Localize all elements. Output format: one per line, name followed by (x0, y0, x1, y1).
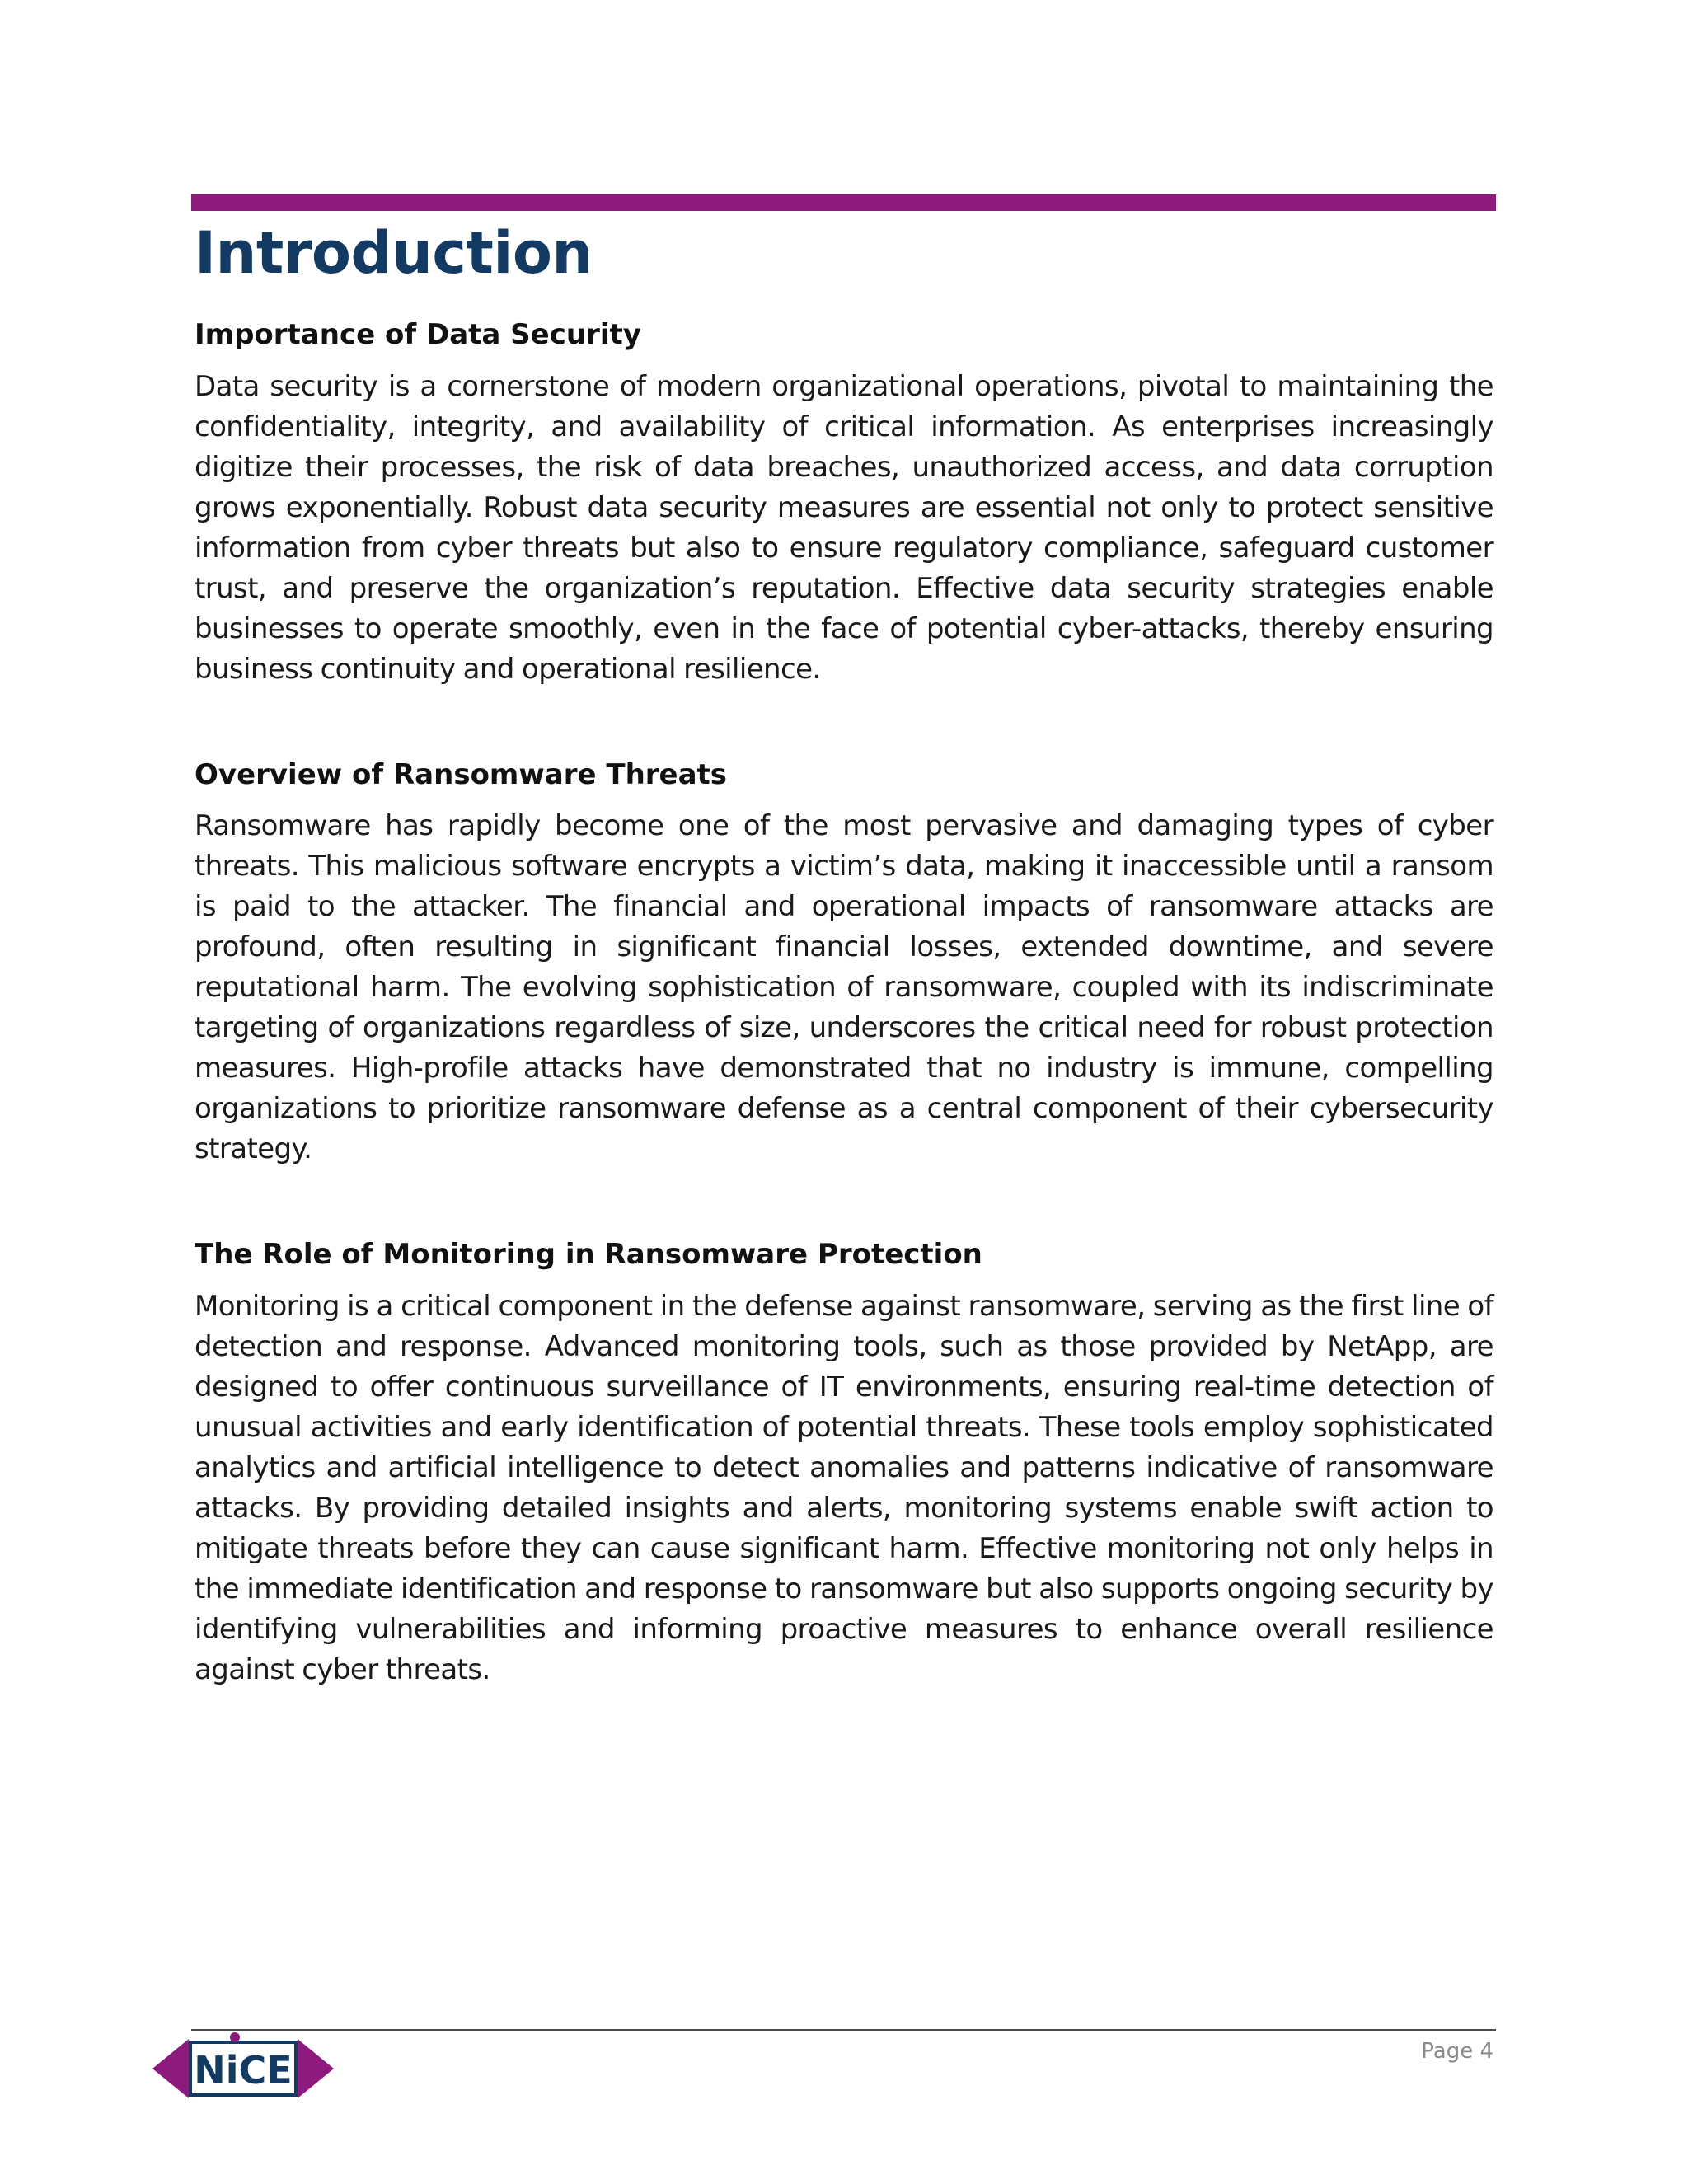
section-monitoring (195, 1235, 1493, 1690)
document-content (195, 216, 1493, 1756)
logo-graphic (152, 2029, 334, 2103)
page-number: Page 4 (1421, 2039, 1493, 2064)
section-paragraph: Ransomware has rapidly become one of the most pervasive and damaging types of cyber threats. This malicious software encrypts a victim’s data, making it inaccessible until a ransom is paid to the attacker. The financial and operational impacts of ransomware attacks are profound, often resulting in significant financial losses, extended downtime, and severe reputational harm. The evolving sophistication of ransomware, coupled with its indiscriminate targeting of organizations regardless of size, underscores the critical need for robust protection measures. High-profile attacks have demonstrated that no industry is immune, compelling organizations to prioritize ransomware defense as a central component of their cybersecurity strategy. (195, 809, 1493, 1166)
section-paragraph: Data security is a cornerstone of modern organizational operations, pivotal to maintaining the confidentiality, integrity, and availability of critical information. As enterprises increasingly digitize their processes, the risk of data breaches, unauthorized access, and data corruption grows exponentially. Robust data security measures are essential not only to protect sensitive information from cyber threats but also to ensure regulatory compliance, safeguard customer trust, and preserve the organization’s reputation. Effective data security strategies enable businesses to operate smoothly, even in the face of potential cyber-attacks, thereby ensuring business continuity and operational resilience. (195, 369, 1493, 686)
logo-wordmark: NiCE (194, 2048, 293, 2093)
section-data-security (195, 316, 1493, 690)
section-heading: Overview of Ransomware Threats (195, 757, 728, 791)
page-title: Introduction (195, 219, 593, 287)
section-paragraph: Monitoring is a critical component in the defense against ransomware, serving as the first line of detection and response. Advanced monitoring tools, such as those provided by NetApp, are designed to offer continuous surveillance of IT environments, ensuring real-time detection of unusual activities and early identification of potential threats. These tools employ sophisticated analytics and artificial intelligence to detect anomalies and patterns indicative of ransomware attacks. By providing detailed insights and alerts, monitoring systems enable swift action to mitigate threats before they can cause significant harm. Effective monitoring not only helps in the immediate identification and response to ransomware but also supports ongoing security by identifying vulnerabilities and informing proactive measures to enhance overall resilience against cyber threats. (195, 1289, 1493, 1686)
logo-left-arrow (152, 2039, 189, 2098)
footer-divider (191, 2029, 1496, 2031)
company-logo (152, 2029, 334, 2103)
section-heading: Importance of Data Security (195, 318, 641, 351)
section-ransomware-threats (195, 756, 1493, 1170)
logo-dot (230, 2032, 240, 2042)
accent-bar (191, 194, 1496, 211)
logo-right-arrow (298, 2039, 334, 2098)
section-heading: The Role of Monitoring in Ransomware Protection (195, 1238, 982, 1272)
